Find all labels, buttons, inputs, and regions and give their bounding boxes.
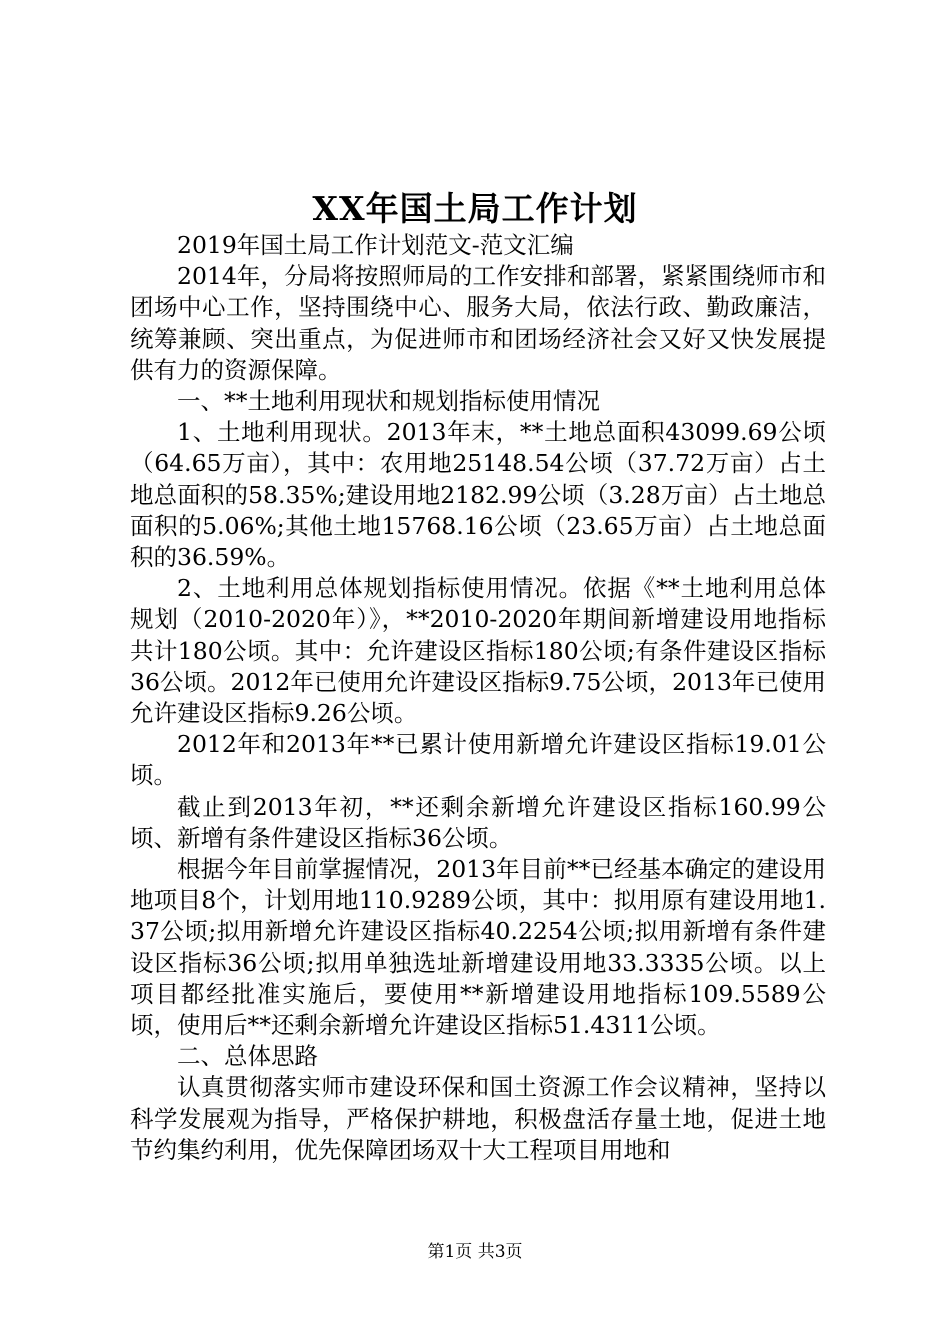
document-subtitle: 2019年国土局工作计划范文-范文汇编 bbox=[177, 231, 574, 259]
document-body bbox=[130, 230, 826, 1166]
paragraph-intro: 2014年，分局将按照师局的工作安排和部署，紧紧围绕师市和团场中心工作，坚持围绕中心、服务大局，依法行政、勤政廉洁，统筹兼顾、突出重点，为促进师市和团场经济社会又好又快发展提供有力的资源保障。 bbox=[130, 262, 826, 384]
section-heading-2: 二、总体思路 bbox=[177, 1042, 318, 1071]
paragraph-general-approach: 认真贯彻落实师市建设环保和国土资源工作会议精神，坚持以科学发展观为指导，严格保护耕地，积极盘活存量土地，促进土地节约集约利用，优先保障团场双十大工程项目用地和 bbox=[130, 1073, 826, 1164]
paragraph-land-status: 1、土地利用现状。2013年末，**土地总面积43099.69公顷（64.65万亩），其中：农用地25148.54公顷（37.72万亩）占土地总面积的58.35%;建设用地2182.99公顷（3.28万亩）占土地总面积的5.06%;其他土地15768.16公顷（23.65万亩）占土地总面积的36.59%。 bbox=[130, 418, 826, 572]
document-title: XX年国土局工作计划 bbox=[312, 189, 638, 228]
section-heading-1: 一、**土地利用现状和规划指标使用情况 bbox=[177, 387, 600, 416]
paragraph-projects: 根据今年目前掌握情况，2013年目前**已经基本确定的建设用地项目8个，计划用地110.9289公顷，其中：拟用原有建设用地1.37公顷;拟用新增允许建设区指标40.2254公顷;拟用新增有条件建设区指标36公顷;拟用单独选址新增建设用地33.3335公顷。以上项目都经批准实施后，要使用**新增建设用地指标109.5589公顷，使用后**还剩余新增允许建设区指标51.4311公顷。 bbox=[130, 855, 826, 1040]
paragraph-remaining: 截止到2013年初，**还剩余新增允许建设区指标160.99公顷、新增有条件建设区指标36公顷。 bbox=[130, 792, 826, 852]
paragraph-cumulative-use: 2012年和2013年**已累计使用新增允许建设区指标19.01公顷。 bbox=[130, 730, 826, 790]
page-footer: 第1页 共3页 bbox=[427, 1242, 523, 1262]
paragraph-planning-indicators: 2、土地利用总体规划指标使用情况。依据《**土地利用总体规划（2010-2020年）》，**2010-2020年期间新增建设用地指标共计180公顷。其中：允许建设区指标180公顷;有条件建设区指标36公顷。2012年已使用允许建设区指标9.75公顷，2013年已使用允许建设区指标9.26公顷。 bbox=[130, 574, 826, 728]
